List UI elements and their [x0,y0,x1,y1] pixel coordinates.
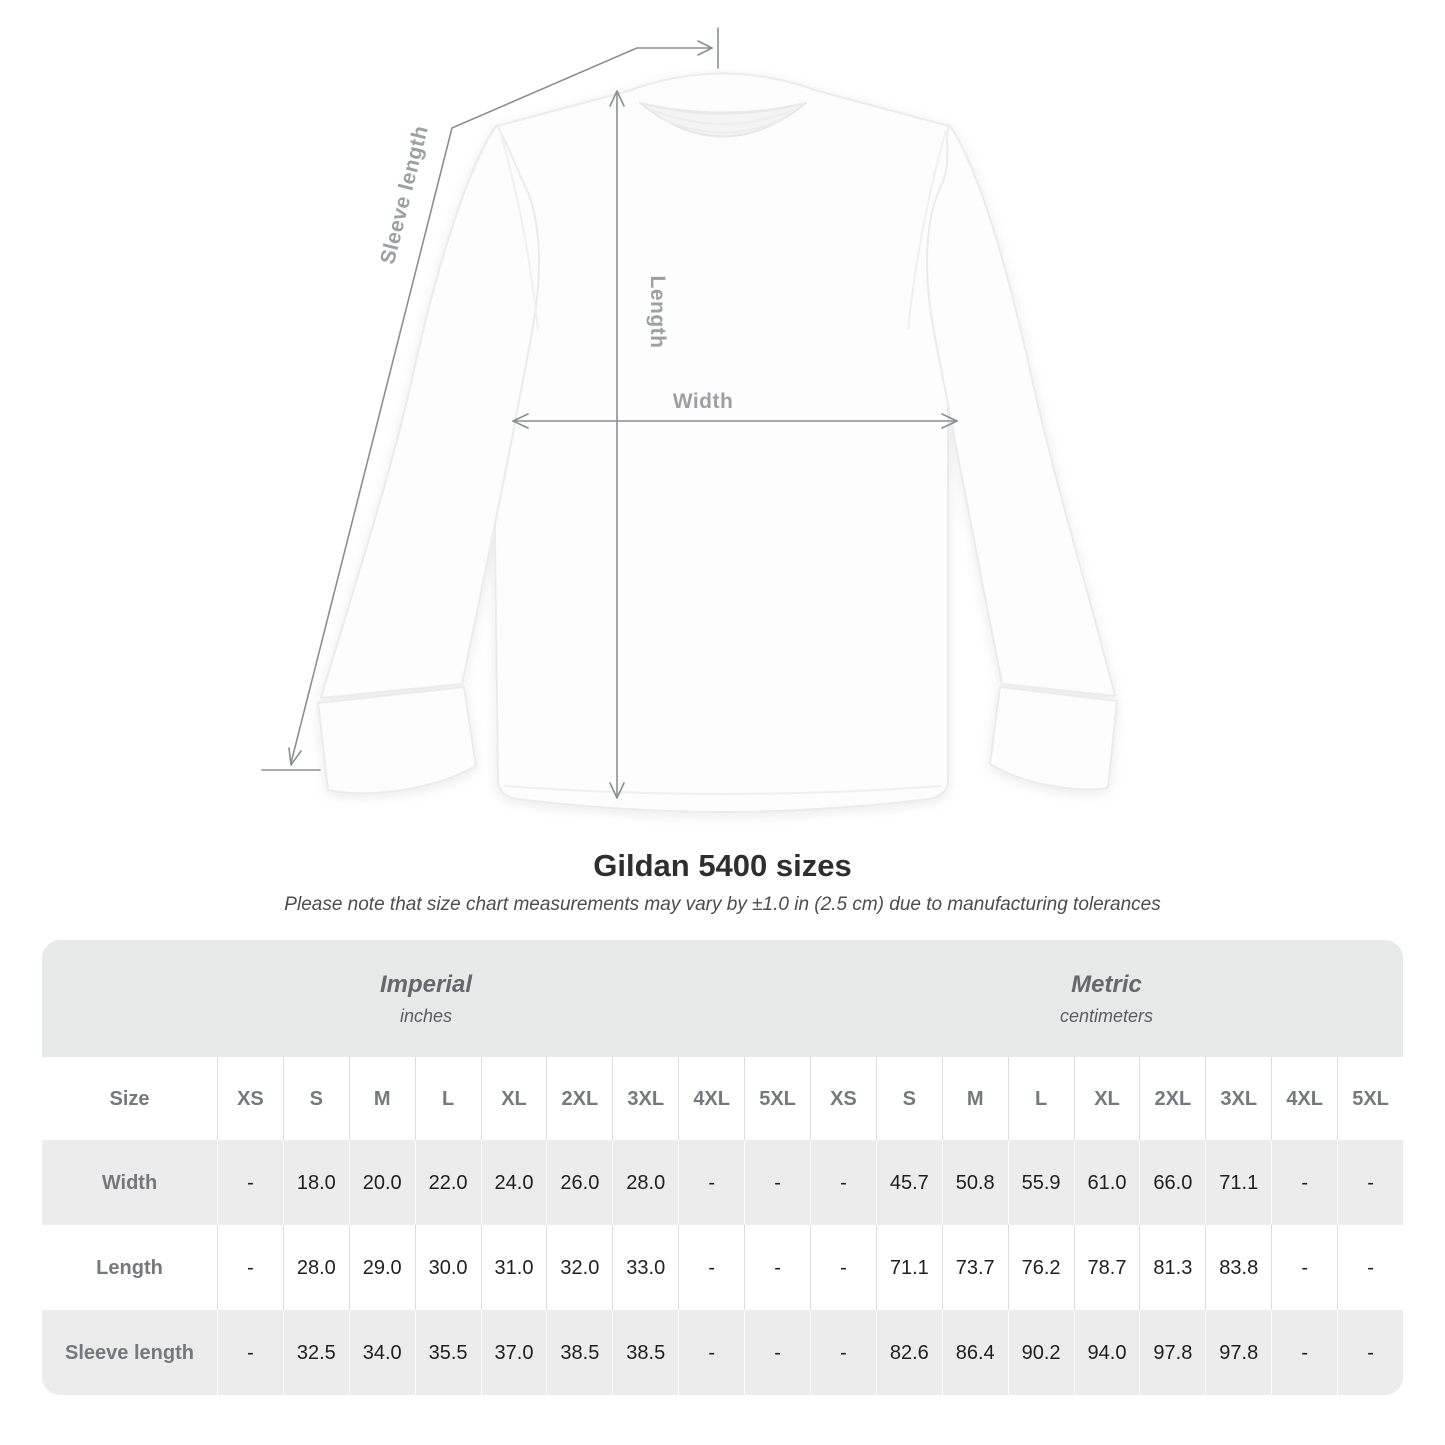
row-label-length: Length [42,1225,217,1310]
cell-metric: 86.4 [942,1310,1008,1395]
page-title: Gildan 5400 sizes [593,848,852,883]
sleeve-length-label: Sleeve length [376,123,433,267]
size-header-imperial-m: M [349,1057,415,1140]
size-header-metric-3xl: 3XL [1205,1057,1271,1140]
cell-imperial: - [678,1225,744,1310]
cell-metric: 55.9 [1008,1140,1074,1225]
size-header-imperial-3xl: 3XL [612,1057,678,1140]
cell-imperial: - [744,1225,810,1310]
cell-imperial: 33.0 [612,1225,678,1310]
size-header-imperial-l: L [415,1057,481,1140]
cell-metric: 76.2 [1008,1225,1074,1310]
imperial-header: Imperial [379,970,473,998]
cell-metric: 82.6 [876,1310,942,1395]
shirt-left-cuff [318,687,476,793]
cell-metric: 90.2 [1008,1310,1074,1395]
cell-imperial: 29.0 [349,1225,415,1310]
cell-imperial: - [744,1140,810,1225]
row-label-sleeve-length: Sleeve length [42,1310,217,1395]
row-label-width: Width [42,1140,217,1225]
cell-imperial: 18.0 [283,1140,349,1225]
shirt-body [490,74,957,813]
metric-header-group [810,940,1403,1057]
size-header-metric-xs: XS [810,1057,876,1140]
cell-metric: 66.0 [1139,1140,1205,1225]
cell-imperial: 28.0 [283,1225,349,1310]
cell-metric: - [810,1140,876,1225]
cell-imperial: - [678,1310,744,1395]
size-header-metric-xl: XL [1074,1057,1140,1140]
cell-metric: 81.3 [1139,1225,1205,1310]
cell-imperial: 30.0 [415,1225,481,1310]
cell-metric: 78.7 [1074,1225,1140,1310]
cell-imperial: - [217,1225,283,1310]
width-label: Width [672,390,734,413]
cell-imperial: 32.5 [283,1310,349,1395]
size-header-metric-m: M [942,1057,1008,1140]
cell-imperial: - [217,1310,283,1395]
cell-imperial: 24.0 [481,1140,547,1225]
shirt-right-sleeve [927,125,1115,696]
cell-imperial: - [678,1140,744,1225]
cell-metric: - [1337,1310,1403,1395]
cell-imperial: - [744,1310,810,1395]
shirt-right-cuff [990,687,1117,789]
size-header-imperial-s: S [283,1057,349,1140]
cell-imperial: 26.0 [546,1140,612,1225]
cell-metric: 50.8 [942,1140,1008,1225]
cell-imperial: 37.0 [481,1310,547,1395]
cell-metric: 71.1 [1205,1140,1271,1225]
size-header-metric-s: S [876,1057,942,1140]
cell-metric: - [810,1310,876,1395]
size-header-metric-5xl: 5XL [1337,1057,1403,1140]
cell-metric: - [1271,1140,1337,1225]
cell-imperial: - [217,1140,283,1225]
cell-imperial: 34.0 [349,1310,415,1395]
cell-metric: 97.8 [1205,1310,1271,1395]
cell-imperial: 32.0 [546,1225,612,1310]
tolerance-note: Please note that size chart measurements may vary by ±1.0 in (2.5 cm) due to manufacturing tolerances [284,894,1161,915]
cell-imperial: 31.0 [481,1225,547,1310]
size-table [42,940,1403,1395]
cell-metric: 73.7 [942,1225,1008,1310]
cell-imperial: 28.0 [612,1140,678,1225]
cell-metric: 83.8 [1205,1225,1271,1310]
size-header-imperial-2xl: 2XL [546,1057,612,1140]
size-header-imperial-4xl: 4XL [678,1057,744,1140]
length-label: Length [646,275,669,349]
size-header-metric-4xl: 4XL [1271,1057,1337,1140]
cell-metric: - [1337,1225,1403,1310]
cell-metric: - [1271,1310,1337,1395]
imperial-unit: inches [399,1005,452,1026]
cell-metric: 61.0 [1074,1140,1140,1225]
size-column-header: Size [42,1057,217,1140]
cell-metric: 71.1 [876,1225,942,1310]
cell-metric: - [1271,1225,1337,1310]
cell-imperial: 20.0 [349,1140,415,1225]
cell-metric: - [810,1225,876,1310]
cell-metric: 97.8 [1139,1310,1205,1395]
imperial-header-group [42,940,810,1057]
size-header-imperial-xl: XL [481,1057,547,1140]
cell-imperial: 38.5 [612,1310,678,1395]
metric-unit: centimeters [1059,1005,1153,1026]
size-header-imperial-xs: XS [217,1057,283,1140]
metric-header: Metric [1071,970,1142,998]
cell-imperial: 35.5 [415,1310,481,1395]
cell-imperial: 22.0 [415,1140,481,1225]
size-header-metric-2xl: 2XL [1139,1057,1205,1140]
cell-metric: 45.7 [876,1140,942,1225]
cell-metric: - [1337,1140,1403,1225]
size-header-metric-l: L [1008,1057,1074,1140]
cell-metric: 94.0 [1074,1310,1140,1395]
size-header-imperial-5xl: 5XL [744,1057,810,1140]
cell-imperial: 38.5 [546,1310,612,1395]
